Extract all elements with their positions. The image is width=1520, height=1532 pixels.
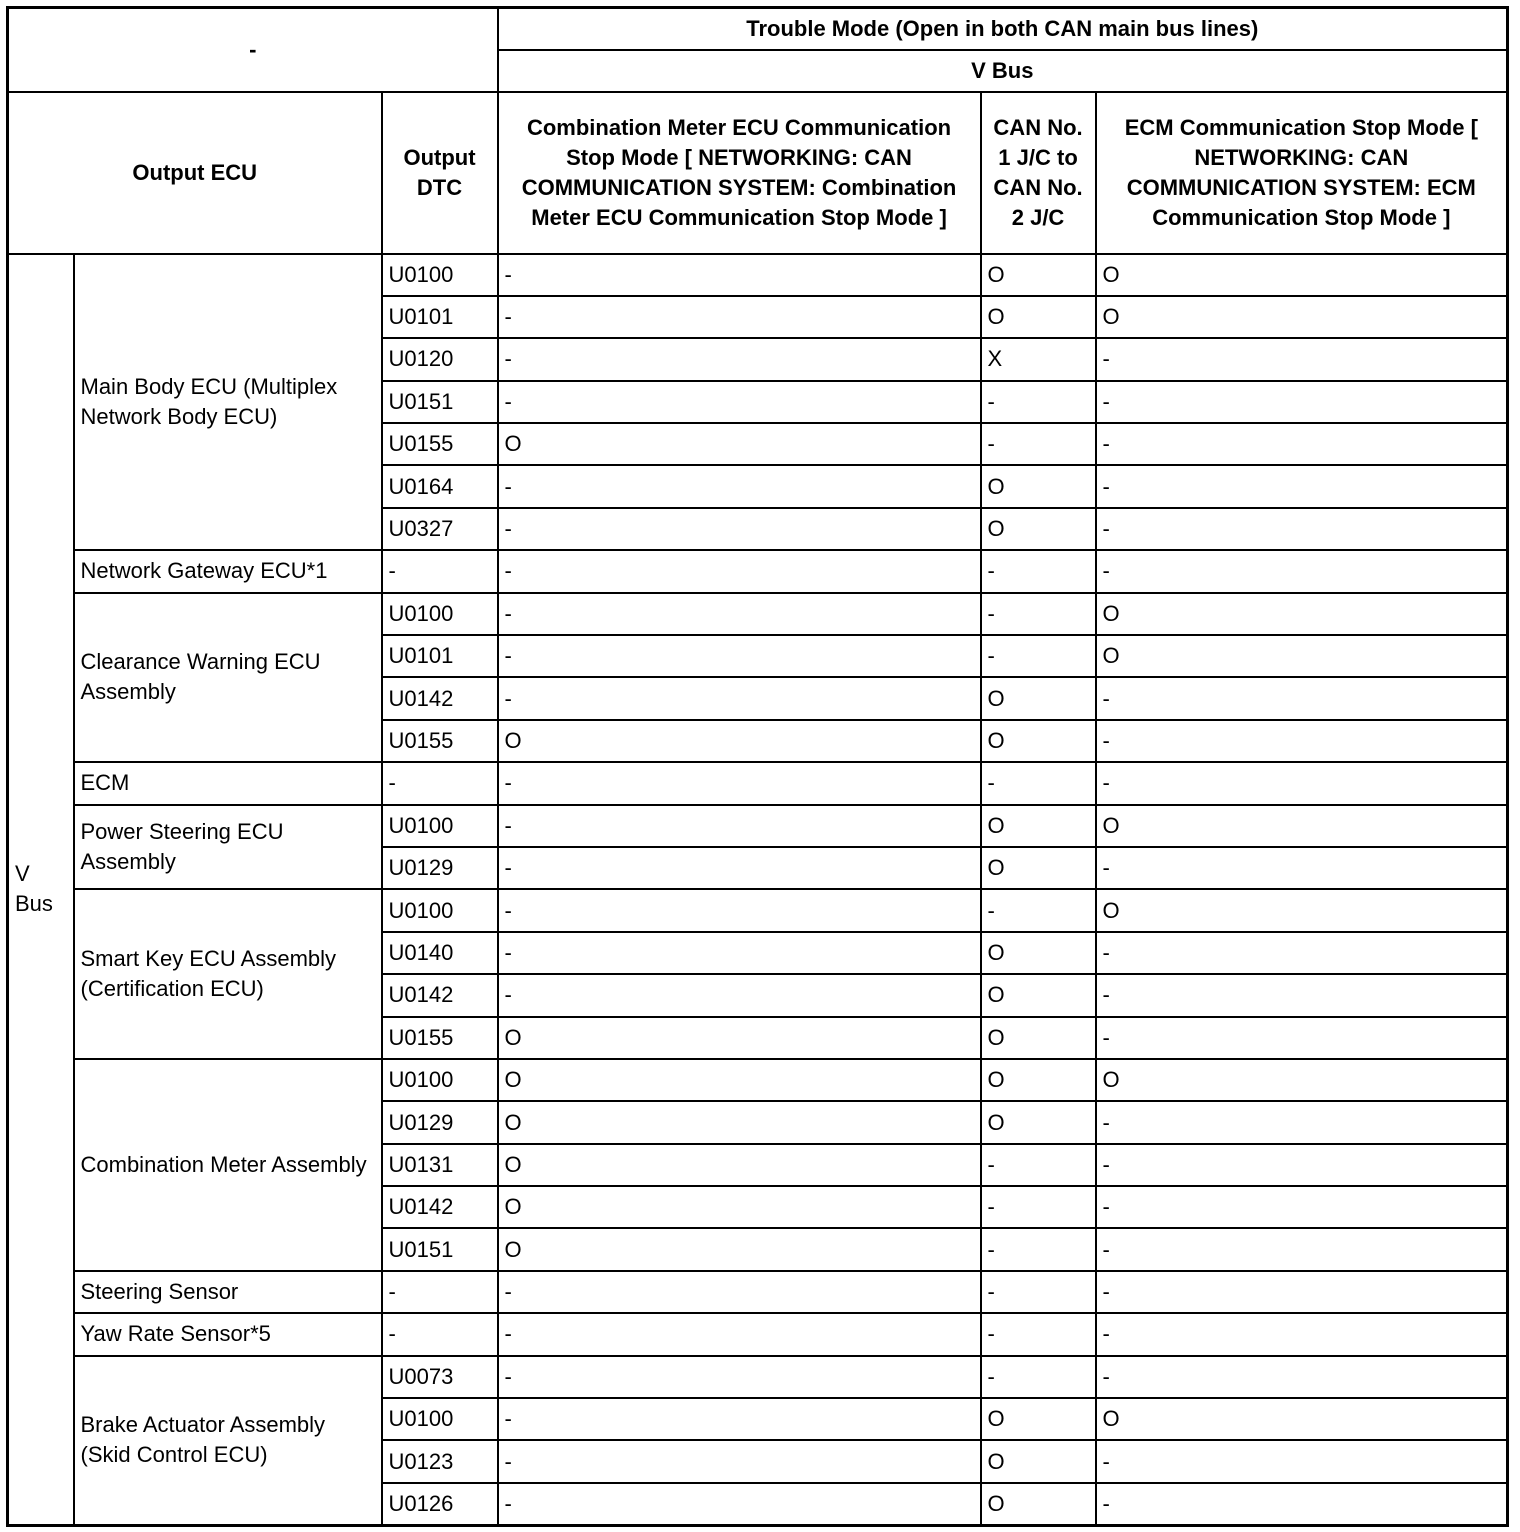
table-row: [8, 1313, 1508, 1355]
dtc-code: U0142: [382, 677, 498, 719]
mode-result-c2: O: [981, 677, 1096, 719]
mode-result-c2: -: [981, 550, 1096, 592]
mode-result-c3: O: [1096, 1398, 1508, 1440]
mode-result-c3: -: [1096, 381, 1508, 423]
mode-result-c1: -: [498, 1440, 981, 1482]
mode-result-c1: O: [498, 1101, 981, 1143]
dtc-code: U0142: [382, 1186, 498, 1228]
mode-result-c1: -: [498, 508, 981, 550]
mode-result-c3: O: [1096, 1059, 1508, 1101]
mode-result-c1: -: [498, 465, 981, 507]
mode-result-c1: O: [498, 1017, 981, 1059]
mode-result-c1: -: [498, 338, 981, 380]
mode-result-c2: -: [981, 1356, 1096, 1398]
bus-label: V Bus: [8, 254, 74, 1526]
table-row: [8, 550, 1508, 592]
mode-result-c1: -: [498, 677, 981, 719]
dtc-code: U0126: [382, 1483, 498, 1525]
mode-result-c1: O: [498, 1186, 981, 1228]
mode-result-c3: -: [1096, 1017, 1508, 1059]
dtc-code: U0129: [382, 847, 498, 889]
mode-result-c2: -: [981, 762, 1096, 804]
ecu-name: Combination Meter Assembly: [74, 1059, 382, 1271]
dtc-code: -: [382, 1271, 498, 1313]
ecu-name: Brake Actuator Assembly (Skid Control ECU): [74, 1356, 382, 1526]
bus-header: V Bus: [498, 50, 1508, 92]
table-row: [8, 1356, 1508, 1398]
mode-result-c2: O: [981, 1398, 1096, 1440]
mode-result-c3: -: [1096, 338, 1508, 380]
dtc-code: U0129: [382, 1101, 498, 1143]
mode-result-c2: O: [981, 296, 1096, 338]
mode-result-c2: O: [981, 1483, 1096, 1525]
mode-result-c3: -: [1096, 1228, 1508, 1270]
mode-result-c1: -: [498, 932, 981, 974]
mode-result-c3: -: [1096, 677, 1508, 719]
mode-result-c3: -: [1096, 762, 1508, 804]
mode-result-c3: -: [1096, 465, 1508, 507]
dtc-code: U0100: [382, 1398, 498, 1440]
mode-result-c1: O: [498, 423, 981, 465]
mode-result-c3: O: [1096, 889, 1508, 931]
ecu-name: Network Gateway ECU*1: [74, 550, 382, 592]
mode-result-c2: -: [981, 1228, 1096, 1270]
dtc-code: U0100: [382, 254, 498, 296]
dtc-code: U0073: [382, 1356, 498, 1398]
table-row: [8, 254, 1508, 296]
mode-result-c1: -: [498, 550, 981, 592]
dtc-code: U0131: [382, 1144, 498, 1186]
table-row: [8, 1271, 1508, 1313]
mode-result-c2: -: [981, 1186, 1096, 1228]
table-row: [8, 593, 1508, 635]
mode-result-c3: O: [1096, 593, 1508, 635]
dtc-code: U0155: [382, 720, 498, 762]
mode-result-c1: -: [498, 847, 981, 889]
mode-result-c3: -: [1096, 1483, 1508, 1525]
mode-result-c2: O: [981, 508, 1096, 550]
mode-result-c3: O: [1096, 296, 1508, 338]
mode-result-c2: O: [981, 1440, 1096, 1482]
table-row: [8, 1059, 1508, 1101]
mode-result-c3: O: [1096, 635, 1508, 677]
table-body: [8, 254, 1508, 1526]
mode-result-c1: -: [498, 254, 981, 296]
mode-result-c3: -: [1096, 1313, 1508, 1355]
ecu-name: Yaw Rate Sensor*5: [74, 1313, 382, 1355]
mode-result-c2: -: [981, 635, 1096, 677]
dtc-code: U0142: [382, 974, 498, 1016]
mode-result-c1: -: [498, 805, 981, 847]
dtc-code: U0101: [382, 296, 498, 338]
mode-result-c2: X: [981, 338, 1096, 380]
ecu-name: Smart Key ECU Assembly (Certification ECU): [74, 889, 382, 1059]
mode-result-c1: -: [498, 1356, 981, 1398]
mode-result-c2: O: [981, 1059, 1096, 1101]
ecm-stop-header: ECM Communication Stop Mode [ NETWORKING: CAN COMMUNICATION SYSTEM: ECM Communication Stop Mode ]: [1096, 92, 1508, 254]
mode-result-c1: -: [498, 1313, 981, 1355]
dtc-code: U0164: [382, 465, 498, 507]
mode-result-c3: -: [1096, 932, 1508, 974]
mode-result-c1: O: [498, 1059, 981, 1101]
mode-result-c3: -: [1096, 1101, 1508, 1143]
mode-result-c1: -: [498, 974, 981, 1016]
mode-result-c2: -: [981, 423, 1096, 465]
corner-header: -: [8, 8, 498, 92]
mode-result-c1: -: [498, 635, 981, 677]
mode-result-c3: O: [1096, 805, 1508, 847]
mode-result-c2: O: [981, 254, 1096, 296]
mode-result-c2: O: [981, 465, 1096, 507]
ecu-name: Power Steering ECU Assembly: [74, 805, 382, 890]
dtc-table: [6, 6, 1509, 1527]
mode-result-c2: O: [981, 932, 1096, 974]
mode-result-c2: O: [981, 1101, 1096, 1143]
mode-result-c2: -: [981, 889, 1096, 931]
mode-result-c1: -: [498, 381, 981, 423]
dtc-code: U0155: [382, 1017, 498, 1059]
mode-result-c3: O: [1096, 254, 1508, 296]
mode-result-c2: O: [981, 974, 1096, 1016]
mode-result-c1: O: [498, 1228, 981, 1270]
mode-result-c1: -: [498, 1271, 981, 1313]
dtc-code: U0120: [382, 338, 498, 380]
mode-result-c3: -: [1096, 720, 1508, 762]
mode-result-c2: -: [981, 593, 1096, 635]
dtc-code: -: [382, 550, 498, 592]
combination-meter-stop-header: Combination Meter ECU Communication Stop Mode [ NETWORKING: CAN COMMUNICATION SYSTEM: Combination Meter ECU Communication Stop Mode ]: [498, 92, 981, 254]
mode-result-c2: -: [981, 1144, 1096, 1186]
mode-result-c3: -: [1096, 550, 1508, 592]
can-jc-header: CAN No. 1 J/C to CAN No. 2 J/C: [981, 92, 1096, 254]
dtc-code: U0123: [382, 1440, 498, 1482]
mode-result-c1: -: [498, 296, 981, 338]
ecu-name: Steering Sensor: [74, 1271, 382, 1313]
mode-result-c1: -: [498, 1398, 981, 1440]
table-row: [8, 762, 1508, 804]
mode-result-c1: O: [498, 1144, 981, 1186]
mode-result-c3: -: [1096, 1271, 1508, 1313]
mode-result-c3: -: [1096, 847, 1508, 889]
ecu-name: Main Body ECU (Multiplex Network Body ECU): [74, 254, 382, 551]
dtc-code: U0100: [382, 593, 498, 635]
mode-result-c2: -: [981, 381, 1096, 423]
mode-result-c3: -: [1096, 1186, 1508, 1228]
trouble-mode-header: Trouble Mode (Open in both CAN main bus lines): [498, 8, 1508, 50]
dtc-code: U0151: [382, 381, 498, 423]
mode-result-c1: -: [498, 762, 981, 804]
dtc-code: -: [382, 1313, 498, 1355]
output-dtc-header: Output DTC: [382, 92, 498, 254]
ecu-name: Clearance Warning ECU Assembly: [74, 593, 382, 763]
mode-result-c3: -: [1096, 1144, 1508, 1186]
mode-result-c1: -: [498, 889, 981, 931]
mode-result-c2: O: [981, 847, 1096, 889]
output-ecu-header: Output ECU: [8, 92, 382, 254]
table-row: [8, 805, 1508, 847]
mode-result-c2: -: [981, 1313, 1096, 1355]
mode-result-c3: -: [1096, 508, 1508, 550]
dtc-code: U0140: [382, 932, 498, 974]
dtc-code: U0100: [382, 1059, 498, 1101]
mode-result-c1: -: [498, 593, 981, 635]
ecu-name: ECM: [74, 762, 382, 804]
mode-result-c3: -: [1096, 423, 1508, 465]
dtc-code: -: [382, 762, 498, 804]
mode-result-c1: O: [498, 720, 981, 762]
mode-result-c1: -: [498, 1483, 981, 1525]
mode-result-c2: O: [981, 720, 1096, 762]
dtc-code: U0100: [382, 889, 498, 931]
mode-result-c3: -: [1096, 974, 1508, 1016]
mode-result-c3: -: [1096, 1440, 1508, 1482]
mode-result-c2: O: [981, 1017, 1096, 1059]
dtc-code: U0151: [382, 1228, 498, 1270]
mode-result-c2: -: [981, 1271, 1096, 1313]
mode-result-c2: O: [981, 805, 1096, 847]
mode-result-c3: -: [1096, 1356, 1508, 1398]
dtc-code: U0327: [382, 508, 498, 550]
dtc-code: U0100: [382, 805, 498, 847]
dtc-code: U0101: [382, 635, 498, 677]
table-row: [8, 889, 1508, 931]
dtc-code: U0155: [382, 423, 498, 465]
